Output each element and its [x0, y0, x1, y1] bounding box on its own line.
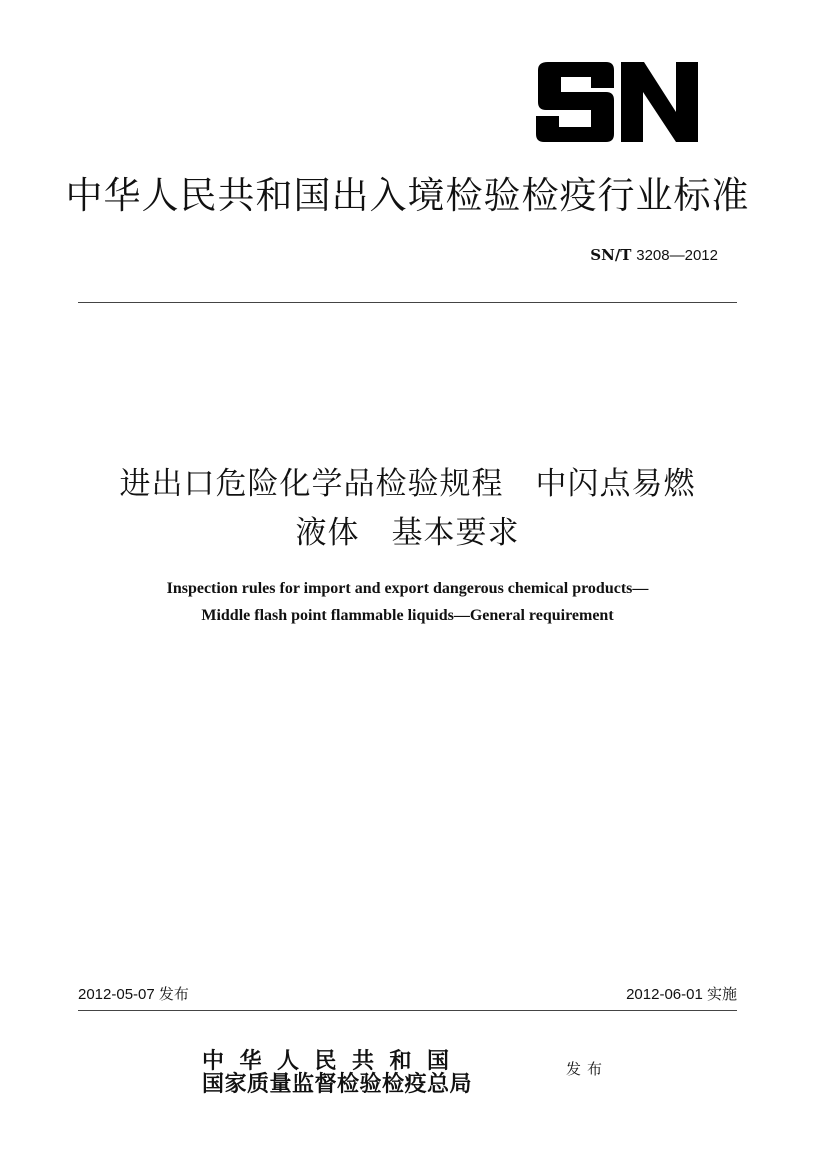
publisher-line-2: 国家质量监督检验检疫总局 — [202, 1071, 473, 1097]
chinese-title-line-2: 液体 基本要求 — [295, 515, 520, 551]
standard-number-year: 3208—2012 — [636, 247, 718, 264]
standard-code: SN/T — [590, 246, 632, 264]
chinese-title-line-1: 进出口危险化学品检验规程 中闪点易燃 — [119, 466, 696, 502]
english-title-line-2: Middle flash point flammable liquids—General requirement — [201, 607, 614, 624]
english-title-line-1: Inspection rules for import and export dangerous chemical products— — [166, 580, 649, 597]
publisher-line-1: 中华人民共和国 — [202, 1048, 465, 1074]
issue-date: 2012-05-07 发布 — [78, 986, 189, 1003]
sn-logo — [536, 62, 698, 142]
bottom-divider — [78, 1010, 737, 1011]
standard-category-title: 中华人民共和国出入境检验检疫行业标准 — [65, 174, 750, 217]
publisher-suffix: 发布 — [566, 1060, 609, 1078]
top-divider — [78, 302, 737, 303]
standard-number — [590, 246, 718, 264]
implement-date: 2012-06-01 实施 — [626, 986, 737, 1003]
logo-letter-n — [621, 62, 698, 142]
logo-letter-s — [536, 62, 614, 142]
